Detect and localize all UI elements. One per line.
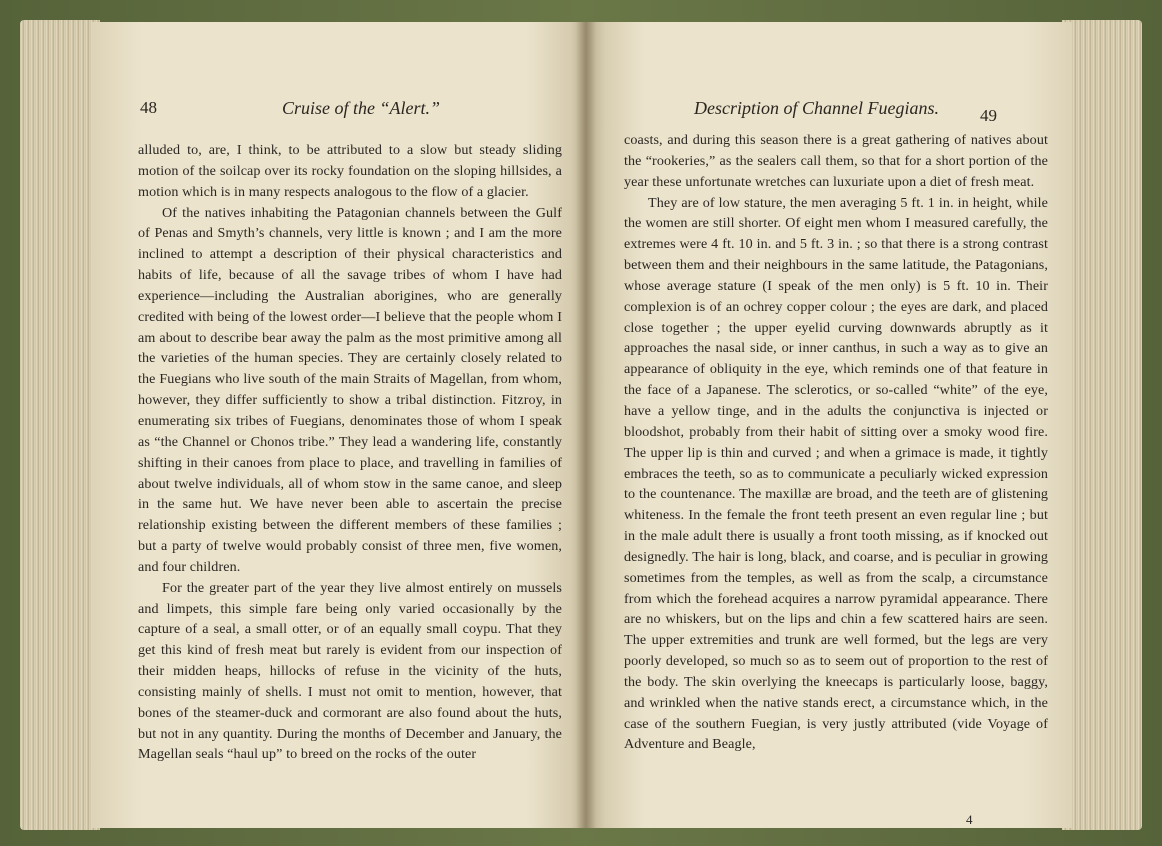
left-page-number: 48 [140, 98, 157, 117]
book-gutter [576, 22, 596, 828]
left-page [92, 22, 586, 828]
signature-mark: 4 [966, 812, 973, 827]
left-running-head: Cruise of the “Alert.” [282, 98, 441, 118]
right-running-head: Description of Channel Fuegians. [694, 98, 939, 118]
left-page-body [138, 140, 562, 765]
paragraph: For the greater part of the year they live almost entirely on mussels and limpets, this simple fare being only varied occasionally by the capture of a seal, a small otter, or of an equally small coypu. That they get this kind of fresh meat but rarely is evident from our inspection of their midden heaps, hillocks of refuse in the vicinity of the huts, consisting mainly of shells. I must not omit to mention, however, that bones of the steamer-duck and cormorant are also found about the huts, but not in any quantity. During the months of December and January, the Magellan seals “haul up” to breed on the rocks of the outer [138, 579, 562, 763]
paragraph: Of the natives inhabiting the Patagonian channels between the Gulf of Penas and Smyth’s channels, very little is known ; and I am the more inclined to attempt a description of their physical characteristics and habits of life, because of all the savage tribes of whom I have had experience—including the Australian aborigines, who are generally credited with being of the lowest order—I believe that the people whom I am about to describe bear away the palm as the most primitive among all the varieties of the human species. They are certainly closely related to the Fuegians who live south of the main Straits of Magellan, from whom, however, they differ sufficiently to show a tribal distinction. Fitzroy, in enumerating six tribes of Fuegians, denominates those of whom I speak as “the Channel or Chonos tribe.” They lead a wandering life, constantly shifting in their canoes from place to place, and travelling in families of about twelve individuals, all of whom stow in the same canoe, and sleep in the same hut. We have never been able to ascertain the precise relationship existing between the different members of these families ; but a party of twelve would probably consist of three men, five women, and four children. [138, 204, 562, 575]
right-page-number: 49 [980, 106, 997, 125]
right-page [586, 22, 1072, 828]
right-page-body [624, 130, 1048, 755]
paragraph: coasts, and during this season there is a great gathering of natives about the “rookeries,” as the sealers call them, so that for a short portion of the year these unfortunate wretches can luxuriate upon a diet of fresh meat. [624, 132, 1048, 190]
paragraph: alluded to, are, I think, to be attributed to a slow but steady sliding motion of the soilcap over its rocky foundation on the sloping hillsides, a motion which is in many respects analogous to the flow of a glacier. [138, 142, 562, 200]
left-page-edges [20, 20, 100, 830]
paragraph: They are of low stature, the men averaging 5 ft. 1 in. in height, while the women are still shorter. Of eight men whom I measured carefully, the extremes were 4 ft. 10 in. and 5 ft. 3 in. ; so that there is a strong contrast between them and their neighbours in the same latitude, the Patagonians, whose average stature (I speak of the men only) is 5 ft. 10 in. Their complexion is of an ochrey copper colour ; the eyes are dark, and placed close together ; the upper eyelid curving downwards abruptly as it approaches the nasal side, or inner canthus, in such a way as to give an appearance of obliquity in the eye, which reminds one of that feature in the face of a Japanese. The sclerotics, or so-called “white” of the eye, have a yellow tinge, and in the adults the conjunctiva is injected or bloodshot, probably from their habit of sitting over a smoky wood fire. The upper lip is thin and curved ; and when a grimace is made, it tightly embraces the teeth, so as to communicate a peculiarly wicked expression to the countenance. The maxillæ are broad, and the teeth are of glistening whiteness. In the female the front teeth present an even regular line ; but in the male adult there is usually a front tooth missing, as if knocked out designedly. The hair is long, black, and coarse, and is peculiar in growing sometimes from the temples, as well as from the scalp, a circumstance from which the forehead acquires a narrow pyramidal appearance. There are no whiskers, but on the lips and chin a few scattered hairs are seen. The upper extremities and trunk are well formed, but the legs are very poorly developed, so much so as to seem out of proportion to the rest of the body. The skin overlying the kneecaps is particularly loose, baggy, and wrinkled when the native stands erect, a circumstance which, in the case of the southern Fuegian, is very justly attributed (vide Voyage of Adventure and Beagle, [624, 194, 1048, 753]
right-page-edges [1062, 20, 1142, 830]
